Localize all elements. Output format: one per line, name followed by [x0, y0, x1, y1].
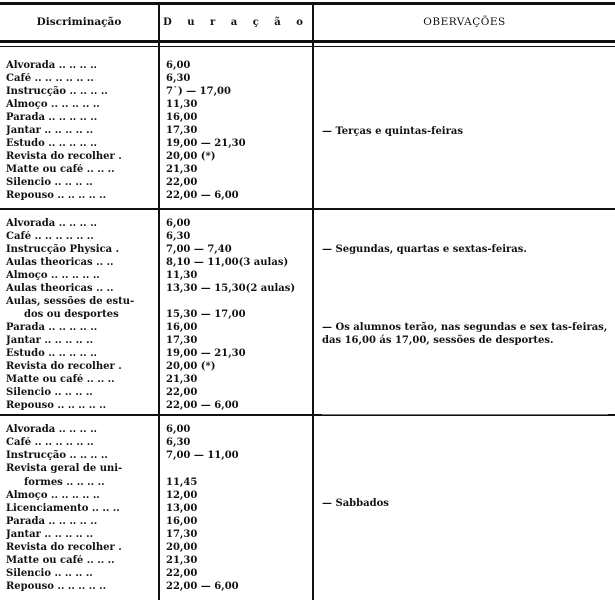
table-row — [0, 112, 615, 124]
table-row — [0, 542, 615, 554]
row-label: Revista do recolher . — [6, 542, 122, 553]
row-duration: 6,30 — [166, 73, 191, 84]
row-label: Almoço .. .. .. .. .. — [6, 490, 100, 501]
row-duration: 22,00 — 6,00 — [166, 400, 239, 411]
row-duration: 20,00 — [166, 542, 198, 553]
table-row — [0, 270, 615, 282]
section-divider-1 — [0, 208, 615, 210]
row-label: Aulas theoricas .. .. — [6, 283, 114, 294]
row-duration: 13,00 — [166, 503, 198, 514]
table-row — [0, 529, 615, 541]
row-duration: 22,00 — [166, 177, 198, 188]
row-duration: 15,30 — 17,00 — [166, 309, 246, 320]
table-row — [0, 164, 615, 176]
table-row — [0, 99, 615, 111]
row-label: Parada .. .. .. .. .. — [6, 322, 98, 333]
table-row — [0, 86, 615, 98]
table-row — [0, 190, 615, 202]
row-duration: 11,45 — [166, 477, 198, 488]
table-row — [0, 231, 615, 243]
row-duration: 16,00 — [166, 516, 198, 527]
row-label: Silencio .. .. .. .. — [6, 177, 93, 188]
header-rule — [0, 40, 615, 43]
row-duration: 17,30 — [166, 125, 198, 136]
row-duration: 6,30 — [166, 437, 191, 448]
row-duration: 22,00 — 6,00 — [166, 190, 239, 201]
row-duration: 22,00 — [166, 387, 198, 398]
row-duration: 19,00 — 21,30 — [166, 348, 246, 359]
row-label: dos ou desportes — [24, 309, 119, 320]
row-label: Aulas, sessões de estu- — [6, 296, 135, 307]
row-duration: 6,30 — [166, 231, 191, 242]
row-label: Silencio .. .. .. .. — [6, 568, 93, 579]
row-label: Jantar .. .. .. .. .. — [6, 335, 94, 346]
table-row — [0, 568, 615, 580]
top-rule — [0, 2, 615, 5]
row-label: Parada .. .. .. .. .. — [6, 112, 98, 123]
row-label: Almoço .. .. .. .. .. — [6, 270, 100, 281]
table-row — [0, 309, 615, 321]
table-row — [0, 400, 615, 412]
row-label: Estudo .. .. .. .. .. — [6, 138, 98, 149]
row-label: Café .. .. .. .. .. .. — [6, 437, 94, 448]
row-duration: 6,00 — [166, 424, 191, 435]
row-label: Revista geral de uni- — [6, 463, 123, 474]
row-label: Parada .. .. .. .. .. — [6, 516, 98, 527]
row-label: Alvorada .. .. .. .. — [6, 424, 98, 435]
header-rule-thin — [0, 46, 615, 47]
row-label: Alvorada .. .. .. .. — [6, 218, 98, 229]
row-duration: 21,30 — [166, 555, 198, 566]
row-label: Almoço .. .. .. .. .. — [6, 99, 100, 110]
row-duration: 19,00 — 21,30 — [166, 138, 246, 149]
table-row — [0, 73, 615, 85]
row-duration: 20,00 (*) — [166, 151, 216, 162]
row-duration: 8,10 — 11,00(3 aulas) — [166, 257, 289, 268]
table-row — [0, 555, 615, 567]
row-label: Repouso .. .. .. .. .. — [6, 581, 107, 592]
header-duration: D u r a ç ã o — [163, 16, 309, 28]
header-discrimination: Discriminação — [36, 16, 122, 28]
row-duration: 21,30 — [166, 374, 198, 385]
table-row — [0, 177, 615, 189]
row-label: Repouso .. .. .. .. .. — [6, 400, 107, 411]
table-row — [0, 477, 615, 489]
row-duration: 7,00 — 11,00 — [166, 450, 239, 461]
row-label: Silencio .. .. .. .. — [6, 387, 93, 398]
row-duration: 7,00 — 7,40 — [166, 244, 232, 255]
row-label: Café .. .. .. .. .. .. — [6, 73, 94, 84]
table-row — [0, 296, 615, 308]
row-duration: 11,30 — [166, 99, 198, 110]
row-label: Instrucção .. .. .. .. — [6, 450, 108, 461]
row-duration: 22,00 — [166, 568, 198, 579]
row-duration: 6,00 — [166, 218, 191, 229]
table-row — [0, 60, 615, 72]
row-label: Matte ou café .. .. .. — [6, 164, 115, 175]
row-duration: 6,00 — [166, 60, 191, 71]
observation-note: — Sabbados — [322, 498, 389, 509]
row-duration: 17,30 — [166, 529, 198, 540]
table-row — [0, 424, 615, 436]
row-duration: 22,00 — 6,00 — [166, 581, 239, 592]
header-observations: OBERVAÇÕES — [423, 16, 506, 28]
row-duration: 16,00 — [166, 112, 198, 123]
observation-note: — Segundas, quartas e sextas-feiras. — [322, 244, 527, 255]
table-row — [0, 387, 615, 399]
row-label: Jantar .. .. .. .. .. — [6, 125, 94, 136]
table-row — [0, 257, 615, 269]
table-row — [0, 450, 615, 462]
observation-note: — Terças e quintas-feiras — [322, 126, 463, 137]
table-row — [0, 516, 615, 528]
row-label: Instrucção .. .. .. .. — [6, 86, 108, 97]
row-duration: 13,30 — 15,30(2 aulas) — [166, 283, 296, 294]
row-label: Matte ou café .. .. .. — [6, 374, 115, 385]
row-duration: 21,30 — [166, 164, 198, 175]
table-row — [0, 437, 615, 449]
table-row — [0, 374, 615, 386]
row-duration: 12,00 — [166, 490, 198, 501]
table-row — [0, 361, 615, 373]
row-label: Repouso .. .. .. .. .. — [6, 190, 107, 201]
table-row — [0, 581, 615, 593]
row-label: Revista do recolher . — [6, 361, 122, 372]
row-label: Alvorada .. .. .. .. — [6, 60, 98, 71]
row-duration: 17,30 — [166, 335, 198, 346]
row-label: Licenciamento .. .. .. — [6, 503, 120, 514]
row-label: Aulas theoricas .. .. — [6, 257, 114, 268]
table-row — [0, 218, 615, 230]
row-duration: 7`) — 17,00 — [166, 86, 231, 97]
table-row — [0, 463, 615, 475]
row-duration: 20,00 (*) — [166, 361, 216, 372]
row-label: Matte ou café .. .. .. — [6, 555, 115, 566]
row-label: formes .. .. .. .. — [24, 477, 105, 488]
table-row — [0, 348, 615, 360]
row-label: Café .. .. .. .. .. .. — [6, 231, 94, 242]
row-label: Jantar .. .. .. .. .. — [6, 529, 94, 540]
row-duration: 11,30 — [166, 270, 198, 281]
row-label: Instrucção Physica . — [6, 244, 120, 255]
row-label: Estudo .. .. .. .. .. — [6, 348, 98, 359]
table-row — [0, 138, 615, 150]
row-label: Revista do recolher . — [6, 151, 122, 162]
observation-divider — [322, 414, 608, 415]
table-row — [0, 283, 615, 295]
observation-note: — Os alumnos terão, nas segundas e sex tas-feiras, das 16,00 ás 17,00, sessões de desportes. — [322, 322, 608, 346]
table-row — [0, 151, 615, 163]
row-duration: 16,00 — [166, 322, 198, 333]
